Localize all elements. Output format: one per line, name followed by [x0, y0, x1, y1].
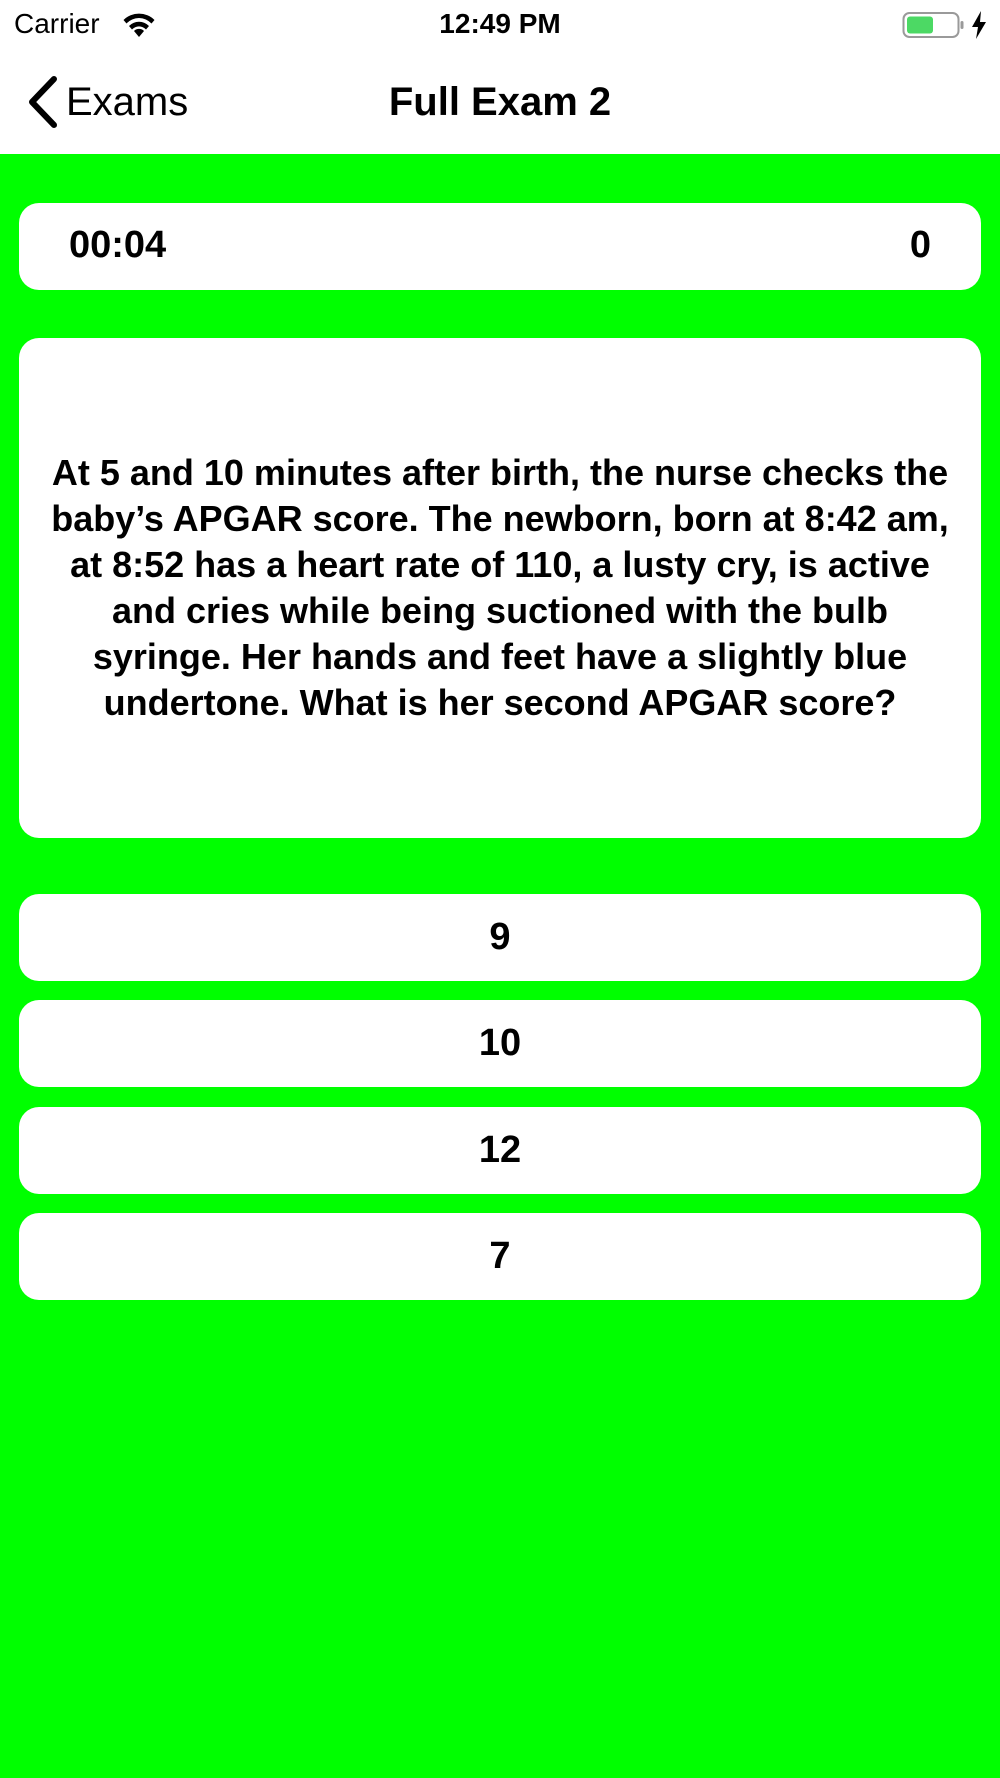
question-card: [19, 338, 981, 838]
answer-option-1[interactable]: 9: [19, 894, 981, 981]
timer-display: 00:04: [69, 224, 167, 266]
back-button-label: Exams: [66, 79, 189, 124]
page-title: Full Exam 2: [388, 80, 612, 124]
answer-option-2[interactable]: 10: [19, 1000, 981, 1087]
answer-option-4[interactable]: 7: [19, 1213, 981, 1300]
status-bar: [0, 0, 1000, 50]
timer-score-card: [19, 203, 981, 290]
score-display: 0: [909, 224, 931, 266]
question-text: At 5 and 10 minutes after birth, the nurse checks the baby’s APGAR score. The newborn, born at 8:42 am, at 8:52 has a heart rate of 110, a lusty cry, is active and cries while being suctioned with the bulb syringe. Her hands and feet have a slightly blue undertone. What is her second APGAR score?: [51, 452, 949, 723]
navigation-bar: [0, 50, 1000, 154]
status-time: 12:49 PM: [439, 8, 561, 39]
charging-icon: [970, 10, 988, 40]
battery-icon: [902, 10, 966, 40]
answer-option-3[interactable]: 12: [19, 1107, 981, 1194]
carrier-label: Carrier: [14, 8, 100, 39]
